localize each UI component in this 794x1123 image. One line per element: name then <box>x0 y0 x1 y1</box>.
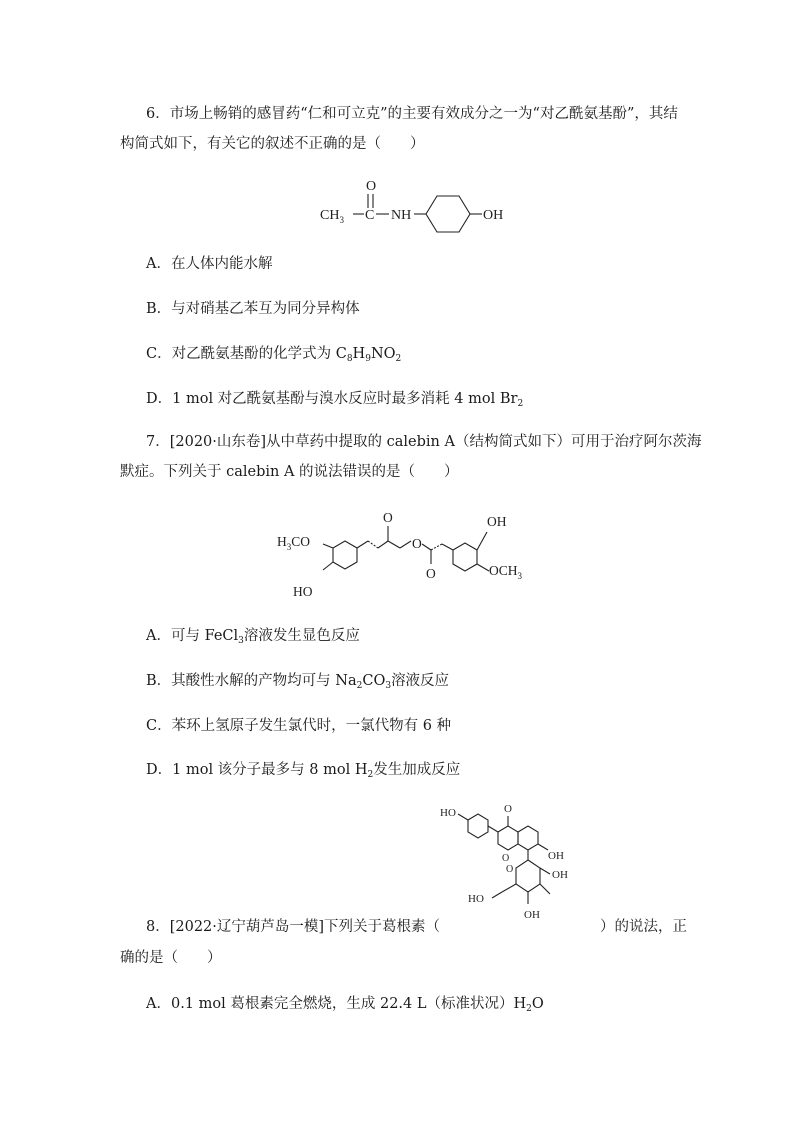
q7-option-b: B．其酸性水解的产物均可与 $Na_2CO_3$溶液反应 <box>146 673 450 691</box>
sugar-o: O <box>506 864 514 875</box>
methoxy-right: $OCH_3$ <box>489 563 523 581</box>
ketone-o: O <box>383 510 393 525</box>
q6-stem-line1: 6．市场上畅销的感冒药“仁和可立克”的主要有效成分之一为“对乙酰氨基酚”，其结 <box>146 106 678 122</box>
q6-option-c: C．对乙酰氨基酚的化学式为 $C_8H_9NO_2$ <box>146 346 402 364</box>
hydroxyl-left: HO <box>293 584 313 599</box>
q8-stem-line2: 确的是（ ） <box>120 950 222 966</box>
methoxy-left: $H_3CO$ <box>277 534 311 552</box>
ester-carbonyl-o: O <box>426 566 436 581</box>
amine-label: NH <box>391 208 412 223</box>
hydroxyl-right: OH <box>487 514 507 529</box>
benzene-ring <box>426 196 470 232</box>
methyl-label: $CH_3$ <box>320 208 344 225</box>
q8-stem-line1-start: 8．[2022·辽宁葫芦岛一模]下列关于葛根素（ <box>146 919 441 935</box>
q7-option-c: C．苯环上氢原子发生氯代时，一氯代物有 6 种 <box>146 718 452 734</box>
hydroxyl-sugar-1: OH <box>552 869 568 881</box>
carbonyl-o: O <box>366 179 377 194</box>
q6-option-d: D．1 mol 对乙酰氨基酚与溴水反应时最多消耗 4 mol $Br_2$ <box>146 391 524 409</box>
hydroxyl-sugar-2: OH <box>524 909 540 921</box>
fused-benzene-ring <box>518 826 538 850</box>
pyranone-ring <box>498 826 518 850</box>
ring-o: O <box>502 853 510 864</box>
q8-stem-line1-end: ）的说法，正 <box>600 919 687 935</box>
q6-option-a: A．在人体内能水解 <box>146 256 273 272</box>
right-benzene-ring <box>453 543 477 571</box>
q7-option-a: A．可与 FeCl$_3$溶液发生显色反应 <box>146 628 360 646</box>
q7-stem-line1: 7．[2020·山东卷]从中草药中提取的 calebin A（结构简式如下）可用于治疗阿尔茨海 <box>146 434 702 450</box>
svg-text:C: C <box>365 208 375 223</box>
acetaminophen-structure <box>312 172 542 234</box>
left-benzene-ring <box>333 541 357 569</box>
glucose-ring <box>516 860 540 892</box>
hydroxyl-label: OH <box>483 208 504 223</box>
hydroxyl-sugar-ch2: HO <box>468 893 484 905</box>
hydroxyl-side: OH <box>548 850 564 862</box>
ester-o: O <box>412 536 422 551</box>
q6-option-b: B．与对硝基乙苯互为同分异构体 <box>146 301 360 317</box>
q7-option-d: D．1 mol 该分子最多与 8 mol $H_2$发生加成反应 <box>146 762 461 780</box>
q6-stem-line2: 构简式如下，有关它的叙述不正确的是（ ） <box>120 136 425 152</box>
q8-option-a: A．0.1 mol 葛根素完全燃烧，生成 22.4 L（标准状况）$H_2O$ <box>146 996 544 1014</box>
phenyl-ring <box>468 814 488 838</box>
hydroxyl-top: HO <box>440 807 456 819</box>
keto-o: O <box>504 803 512 815</box>
puerarin-structure <box>436 798 598 928</box>
q7-stem-line2: 默症。下列关于 calebin A 的说法错误的是（ ） <box>120 464 459 480</box>
calebin-a-structure <box>275 504 555 600</box>
